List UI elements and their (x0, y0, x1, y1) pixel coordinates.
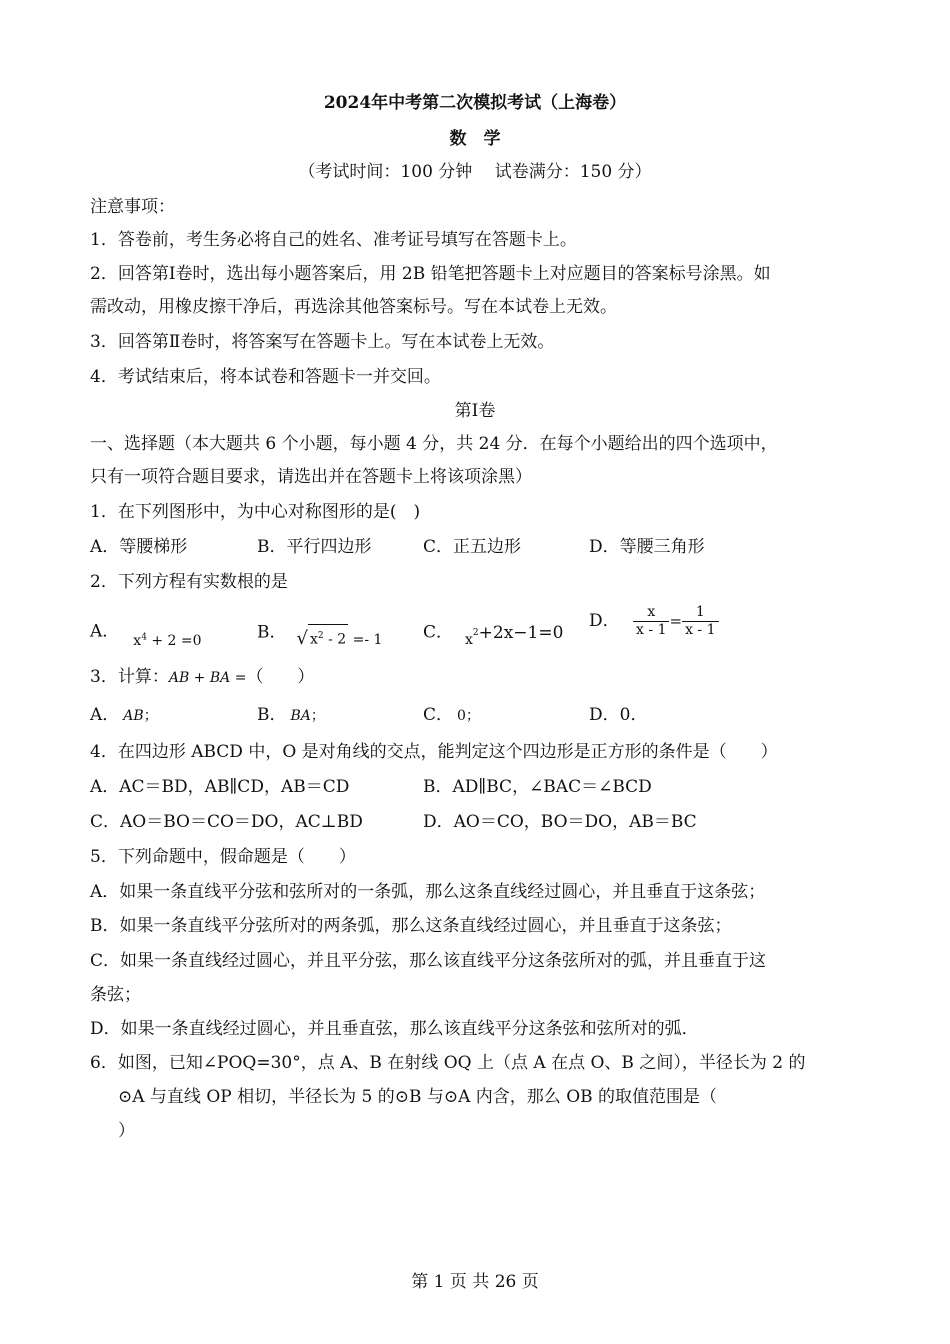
q3-stem-expr: AB + BA = (168, 670, 247, 686)
q2-b-rad-base: x (309, 631, 318, 648)
notes-heading: 注意事项： (90, 197, 175, 217)
q2-d-label: D． (589, 611, 620, 631)
note-3: 3．回答第Ⅱ卷时，将答案写在答题卡上。写在本试卷上无效。 (90, 332, 555, 352)
sqrt-sign-icon: √ (296, 627, 308, 649)
q1-option-a: A．等腰梯形 (90, 537, 188, 557)
exam-title: 2024年中考第二次模拟考试（上海卷） (323, 93, 627, 113)
q3-stem-post: （ ） (246, 667, 315, 687)
q1-option-c: C．正五边形 (423, 537, 522, 557)
page-footer: 第 1 页 共 26 页 (411, 1272, 539, 1292)
q1-option-b: B．平行四边形 (257, 537, 372, 557)
q2-d-num-2: 1 (682, 604, 718, 622)
q2-d-den-1: x - 1 (636, 622, 667, 638)
q6-line-2: ⊙A 与直线 OP 相切，半径长为 5 的⊙B 与⊙A 内含，那么 OB 的取值范围是（ (118, 1087, 718, 1107)
q2-c-expr (465, 622, 564, 648)
q2-option-a (90, 618, 202, 649)
q2-d-equals: = (669, 612, 683, 630)
q1-option-d: D．等腰三角形 (589, 537, 705, 557)
q3-a-value: AB (123, 708, 144, 724)
q2-stem: 2．下列方程有实数根的是 (90, 572, 288, 592)
q3-a-semi: ； (143, 708, 158, 724)
q3-option-c (423, 704, 480, 727)
q2-option-c (423, 618, 564, 648)
q6-line-1: 6．如图，已知∠POQ=30°，点 A、B 在射线 OQ 上（点 A 在点 O、B 之间），半径长为 2 的 (90, 1053, 806, 1073)
note-4: 4．考试结束后，将本试卷和答题卡一并交回。 (90, 367, 441, 387)
section-intro-line-2: 只有一项符合题目要求，请选出并在答题卡上将该项涂黑） (90, 467, 532, 487)
q3-stem-pre: 3．计算： (90, 667, 169, 687)
q2-b-rad-exp: 2 (317, 631, 324, 641)
subject-title: 数 学 (449, 129, 501, 149)
q2-c-exp: 2 (472, 628, 479, 638)
q2-a-exp: 4 (141, 632, 147, 642)
q3-c-semi: ； (465, 708, 480, 724)
q3-c-label: C． (423, 705, 454, 725)
q5-option-c-line-2: 条弦； (90, 985, 141, 1005)
q3-b-value: BA (290, 708, 311, 724)
exam-info: （考试时间：100 分钟 试卷满分：150 分） (298, 162, 652, 182)
section-intro-line-1: 一、选择题（本大题共 6 个小题，每小题 4 分，共 24 分．在每个小题给出的四个选项中， (90, 434, 778, 454)
q2-b-rad-rest: - 2 (323, 631, 347, 648)
q4-option-c: C．AO＝BO＝CO＝DO，AC⊥BD (90, 812, 363, 832)
q3-option-b (257, 704, 325, 727)
q5-option-a: A．如果一条直线平分弦和弦所对的一条弧，那么这条直线经过圆心，并且垂直于这条弦； (90, 882, 766, 902)
q2-b-label: B． (257, 622, 287, 643)
q2-c-label: C． (423, 622, 454, 643)
q3-c-value: 0 (457, 708, 466, 724)
q2-d-num-1: x (633, 604, 669, 622)
q4-stem: 4．在四边形 ABCD 中，O 是对角线的交点，能判定这个四边形是正方形的条件是（ ） (90, 742, 778, 762)
q2-c-rest: +2x−1=0 (478, 622, 564, 643)
q5-option-d: D．如果一条直线经过圆心，并且垂直弦，那么该直线平分这条弦和弦所对的弧． (90, 1019, 699, 1039)
q2-b-radicand (308, 624, 348, 651)
q2-option-d (589, 604, 719, 639)
q2-option-b (257, 618, 383, 649)
q2-b-expr (296, 627, 383, 649)
q5-option-c-line-1: C．如果一条直线经过圆心，并且平分弦，那么该直线平分这条弦所对的弧，并且垂直于这 (90, 951, 767, 971)
q4-option-a: A．AC＝BD，AB∥CD，AB＝CD (90, 777, 350, 797)
q2-d-den-2: x - 1 (685, 622, 716, 638)
note-2-line-1: 2．回答第Ⅰ卷时，选出每小题答案后，用 2B 铅笔把答题卡上对应题目的答案标号涂黑。如 (90, 264, 771, 284)
q2-a-base: x (133, 632, 142, 649)
note-1: 1．答卷前，考生务必将自己的姓名、准考证号填写在答题卡上。 (90, 230, 577, 250)
q4-option-b: B．AD∥BC，∠BAC＝∠BCD (423, 777, 652, 797)
q3-option-a (90, 704, 158, 727)
q3-option-d: D．0． (589, 705, 648, 725)
q3-stem (90, 666, 314, 689)
note-2-line-2: 需改动，用橡皮擦干净后，再选涂其他答案标号。写在本试卷上无效。 (90, 297, 617, 317)
q1-stem: 1．在下列图形中，为中心对称图形的是( ) (90, 502, 421, 522)
q2-a-label: A． (90, 621, 120, 642)
q2-a-rest: + 2 =0 (146, 632, 202, 649)
q3-b-semi: ； (310, 708, 325, 724)
q5-stem: 5．下列命题中，假命题是（ ） (90, 847, 356, 867)
q2-b-rest: =- 1 (348, 631, 383, 648)
volume-title: 第Ⅰ卷 (454, 401, 496, 421)
q2-d-fraction-2 (682, 604, 718, 639)
q3-a-label: A． (90, 705, 120, 725)
q2-c-base: x (465, 631, 473, 648)
q5-option-b: B．如果一条直线平分弦所对的两条弧，那么这条直线经过圆心，并且垂直于这条弦； (90, 916, 732, 936)
q3-b-label: B． (257, 705, 287, 725)
q2-a-expr (133, 633, 201, 649)
q2-d-fraction-1 (633, 604, 669, 639)
q6-line-3: ） (118, 1121, 135, 1141)
q4-option-d: D．AO＝CO，BO＝DO，AB＝BC (423, 812, 697, 832)
